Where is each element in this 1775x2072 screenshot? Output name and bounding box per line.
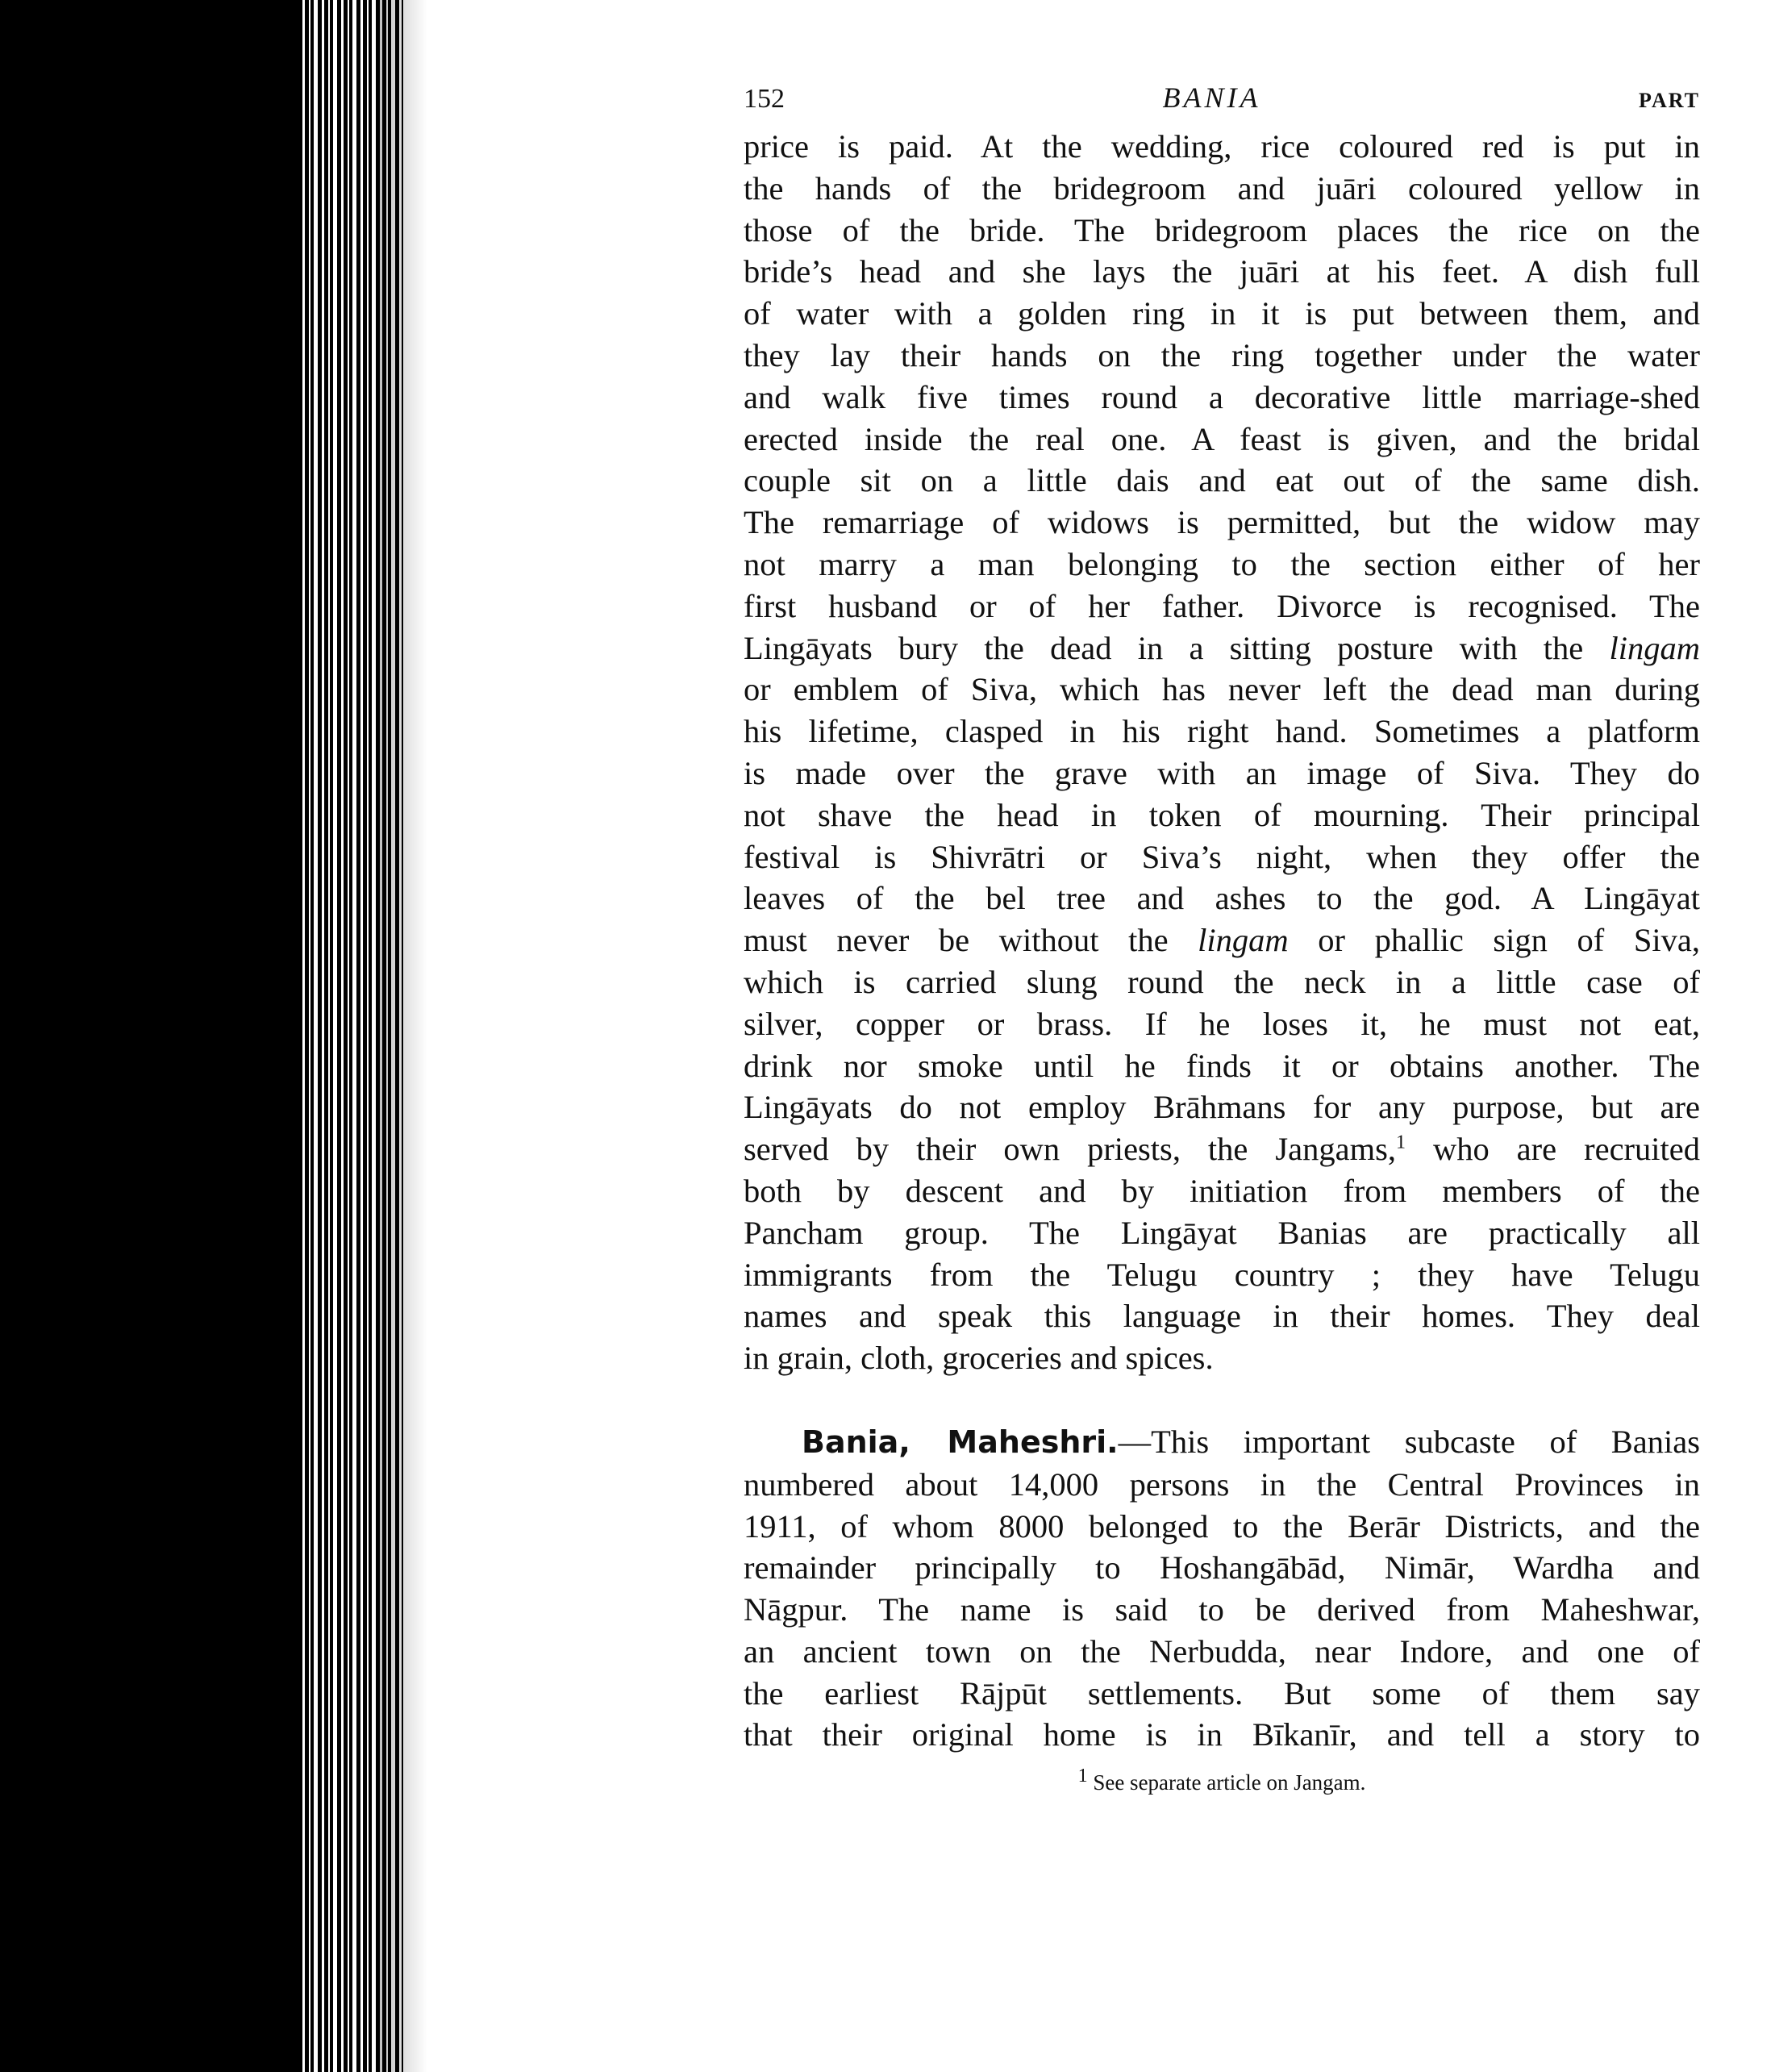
text-line: or emblem of Siva, which has never left the dead man during <box>744 671 1700 708</box>
text-span: Lingāyats bury the dead in a sitting posture with the <box>744 629 1610 666</box>
text-line <box>744 1128 1700 1170</box>
footnote-text: See separate article on Jangam. <box>1087 1770 1366 1795</box>
text-line: and walk five times round a decorative little marriage-shed <box>744 378 1700 415</box>
paragraph-gap <box>744 1379 1700 1421</box>
text-line: erected inside the real one. A feast is given, and the bridal <box>744 420 1700 457</box>
text-line: in grain, cloth, groceries and spices. <box>744 1340 1214 1377</box>
italic-term: lingam <box>1198 922 1289 959</box>
text-line: they lay their hands on the ring together under the water <box>744 336 1700 373</box>
text-span: who are recruited <box>1405 1131 1701 1168</box>
text-line: 1911, of whom 8000 belonged to the Berār Districts, and the <box>744 1507 1700 1545</box>
gutter-shadow <box>379 0 427 2072</box>
text-line: of water with a golden ring in it is put between them, and <box>744 295 1700 332</box>
text-line: is made over the grave with an image of Siva. They do <box>744 754 1700 791</box>
text-span: must never be without the <box>744 922 1198 959</box>
text-line: remainder principally to Hoshangābād, Nimār, Wardha and <box>744 1549 1700 1586</box>
text-line: an ancient town on the Nerbudda, near Indore, and one of <box>744 1632 1700 1670</box>
paragraph-lingayat <box>744 126 1700 1379</box>
running-head <box>744 81 1700 126</box>
footnote-ref[interactable]: 1 <box>1395 1132 1406 1153</box>
page-number: 152 <box>744 84 785 114</box>
text-span: or phallic sign of Siva, <box>1288 922 1700 959</box>
running-title: BANIA <box>1162 81 1261 114</box>
text-line: the earliest Rājpūt settlements. But some of them say <box>744 1674 1700 1711</box>
footnote <box>744 1766 1700 1795</box>
book-gutter <box>0 0 319 2072</box>
text-line: names and speak this language in their homes. They deal <box>744 1298 1700 1335</box>
text-line: The remarriage of widows is permitted, but the widow may <box>744 504 1700 541</box>
text-line: not marry a man belonging to the section either of her <box>744 545 1700 582</box>
footnote-marker: 1 <box>1077 1766 1088 1787</box>
text-line: which is carried slung round the neck in a little case of <box>744 963 1700 1000</box>
text-line: Lingāyats do not employ Brāhmans for any purpose, but are <box>744 1089 1700 1126</box>
section-lead: Bania, Maheshri. <box>802 1424 1119 1460</box>
text-line: price is paid. At the wedding, rice coloured red is put in <box>744 128 1700 165</box>
text-span: served by their own priests, the Jangams, <box>744 1131 1396 1168</box>
text-line: those of the bride. The bridegroom places the rice on the <box>744 211 1700 248</box>
text-line: couple sit on a little dais and eat out of the same dish. <box>744 462 1700 499</box>
paragraph-maheshri <box>744 1421 1700 1756</box>
text-line: both by descent and by initiation from members of the <box>744 1172 1700 1209</box>
text-line: his lifetime, clasped in his right hand. Sometimes a platform <box>744 713 1700 750</box>
text-line <box>744 919 1700 961</box>
text-span: —This important subcaste of Banias <box>1118 1423 1700 1460</box>
part-label: PART <box>1639 89 1700 112</box>
text-line: leaves of the bel tree and ashes to the god. A Lingāyat <box>744 880 1700 917</box>
text-line <box>744 1421 1700 1464</box>
text-line: bride’s head and she lays the juāri at his feet. A dish full <box>744 253 1700 290</box>
text-line <box>744 627 1700 669</box>
book-page <box>744 81 1700 1795</box>
italic-term: lingam <box>1609 629 1700 666</box>
text-line: silver, copper or brass. If he loses it, he must not eat, <box>744 1005 1700 1042</box>
text-line: immigrants from the Telugu country ; they have Telugu <box>744 1256 1700 1293</box>
text-line: festival is Shivrātri or Siva’s night, when they offer the <box>744 838 1700 875</box>
text-line: that their original home is in Bīkanīr, and tell a story to <box>744 1716 1700 1753</box>
text-line: Nāgpur. The name is said to be derived from Maheshwar, <box>744 1591 1700 1628</box>
text-line: Pancham group. The Lingāyat Banias are practically all <box>744 1214 1700 1251</box>
text-line: drink nor smoke until he finds it or obtains another. The <box>744 1047 1700 1084</box>
text-line: the hands of the bridegroom and juāri coloured yellow in <box>744 169 1700 206</box>
text-line: not shave the head in token of mourning. Their principal <box>744 796 1700 833</box>
text-line: numbered about 14,000 persons in the Central Provinces in <box>744 1465 1700 1503</box>
text-line: first husband or of her father. Divorce is recognised. The <box>744 587 1700 624</box>
